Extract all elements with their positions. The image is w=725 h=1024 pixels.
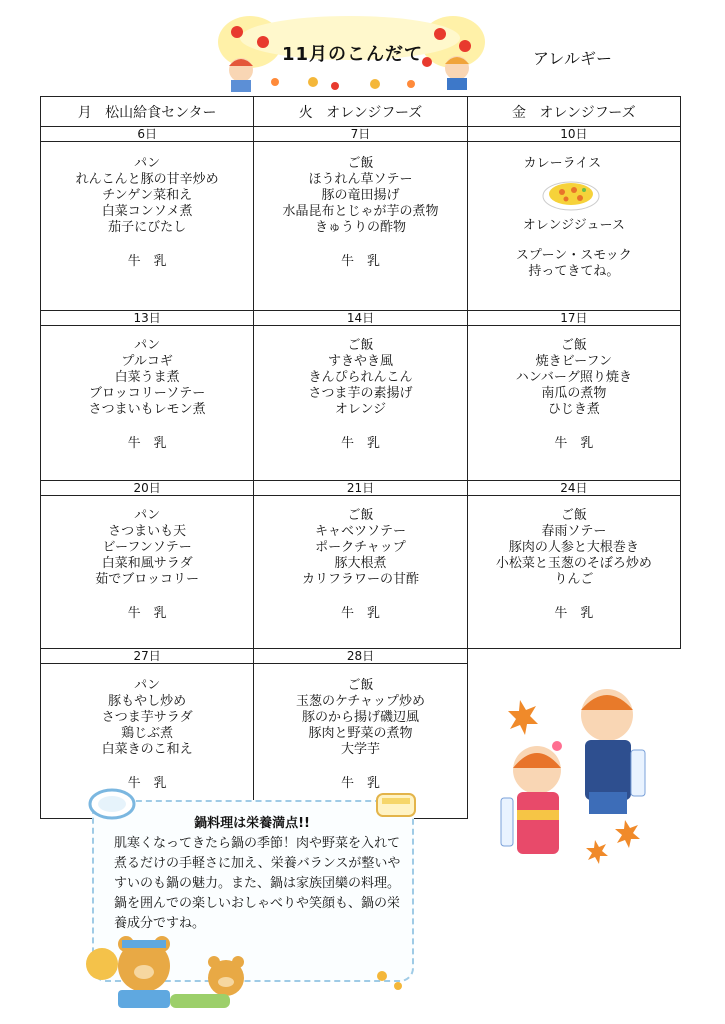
page-header: [0, 0, 725, 96]
dish: オレンジ: [334, 402, 387, 417]
dish: パン: [134, 678, 161, 693]
column-header-friday: 金 オレンジフーズ: [467, 97, 680, 127]
dish: りんご: [554, 572, 594, 587]
dish: パン: [134, 508, 161, 523]
date-cell: 13日: [41, 311, 254, 326]
milk-item: 牛 乳: [554, 606, 594, 621]
milk-item: 牛 乳: [554, 436, 594, 451]
dish: 白菜うま煮: [114, 370, 180, 385]
milk-item: 牛 乳: [340, 436, 380, 451]
menu-cell: [41, 496, 254, 649]
milk-item: 牛 乳: [127, 606, 167, 621]
dish: パン: [134, 156, 161, 171]
empty-cell: [467, 649, 680, 664]
date-cell: 24日: [467, 481, 680, 496]
dish: 焼きビーフン: [535, 354, 612, 369]
dish: 小松菜と玉葱のそぼろ炒め: [495, 556, 652, 571]
dish: さつまいも天: [108, 524, 187, 539]
milk-item: 牛 乳: [127, 776, 167, 791]
curry-plate-icon: [542, 176, 600, 212]
dish: ポークチャップ: [315, 540, 406, 555]
dish: 水晶昆布とじゃが芋の煮物: [282, 204, 439, 219]
dish: ブロッコリーソテー: [89, 386, 206, 401]
menu-cell: [254, 326, 467, 481]
nabe-column: [82, 786, 422, 1016]
dish: 大学芋: [340, 742, 380, 757]
menu-cell: [41, 142, 254, 311]
curry-rice-label: カレーライス: [523, 156, 602, 171]
dish: 白菜コンソメ煮: [101, 204, 193, 219]
dish: 豚もやし炒め: [108, 694, 187, 709]
dish: ご飯: [347, 338, 374, 353]
milk-item: 牛 乳: [127, 436, 167, 451]
dish: チンゲン菜和え: [102, 188, 193, 203]
bring-items-note-2: 持ってきてね。: [528, 264, 620, 279]
dish: 鶏じぶ煮: [121, 726, 174, 741]
date-cell: 6日: [41, 127, 254, 142]
column-header-monday: 月 松山給食センター: [41, 97, 254, 127]
allergy-label: アレルギー: [533, 49, 612, 68]
dish: 玉葱のケチャップ炒め: [295, 694, 426, 709]
dish: カリフラワーの甘酢: [301, 572, 419, 587]
milk-item: 牛 乳: [340, 254, 380, 269]
dish: すきやき風: [327, 354, 393, 369]
dish: ひじき煮: [547, 402, 600, 417]
date-cell: 27日: [41, 649, 254, 664]
note-body: 肌寒くなってきたら鍋の季節！肉や野菜を入れて煮るだけの手軽さに加え、栄養バランスが整いやすいのも鍋の魅力。また、鍋は家族団欒の料理。鍋を囲んでの楽しいおしゃべりや笑顔も、鍋の栄養成分ですね。: [114, 836, 401, 931]
dish: 豚大根煮: [334, 556, 387, 571]
dish: キャベツソテー: [314, 524, 406, 539]
milk-item: 牛 乳: [340, 776, 380, 791]
dish: ご飯: [560, 508, 587, 523]
date-cell: 20日: [41, 481, 254, 496]
kimono-children-illustration: [495, 680, 685, 880]
date-cell: 7日: [254, 127, 467, 142]
date-cell: 17日: [467, 311, 680, 326]
dish: 春雨ソテー: [541, 524, 607, 539]
dish: さつま芋の素揚げ: [308, 386, 413, 401]
dish: 豚肉と野菜の煮物: [308, 726, 413, 741]
dish: ご飯: [347, 156, 374, 171]
date-cell: 28日: [254, 649, 467, 664]
dish: ご飯: [347, 678, 374, 693]
juice-label: オレンジジュース: [522, 218, 625, 233]
dish: 白菜きのこ和え: [101, 742, 193, 757]
dish: 白菜和風サラダ: [101, 556, 193, 571]
dish: さつまいもレモン煮: [88, 402, 206, 417]
dish: ご飯: [560, 338, 587, 353]
bears-cooking-illustration: [82, 916, 422, 1016]
menu-cell: [467, 326, 680, 481]
milk-item: 牛 乳: [127, 254, 167, 269]
date-cell: 10日: [467, 127, 680, 142]
dish: きんぴられんこん: [308, 370, 413, 385]
date-cell: 21日: [254, 481, 467, 496]
dish: 南瓜の煮物: [541, 386, 607, 401]
dish: ご飯: [347, 508, 374, 523]
page-title: 11月のこんだて: [282, 44, 424, 65]
date-cell: 14日: [254, 311, 467, 326]
menu-cell: [254, 142, 467, 311]
dish: 豚の竜田揚げ: [321, 188, 400, 203]
dish: 豚肉の人参と大根巻き: [508, 540, 639, 555]
menu-cell: [41, 326, 254, 481]
dish: プルコギ: [121, 354, 173, 369]
dish: 茹でブロッコリー: [95, 572, 200, 587]
milk-item: 牛 乳: [340, 606, 380, 621]
dish: ビーフンソテー: [102, 540, 192, 555]
dish: 豚のから揚げ磯辺風: [301, 710, 419, 725]
dish: ほうれん草ソテー: [308, 172, 413, 187]
menu-cell: [254, 496, 467, 649]
column-header-tuesday: 火 オレンジフーズ: [254, 97, 467, 127]
bring-items-note: スプーン・スモック: [515, 248, 632, 263]
dish: パン: [134, 338, 161, 353]
menu-cell-curry-day: [467, 142, 680, 311]
dish: れんこんと豚の甘辛炒め: [75, 172, 219, 187]
menu-cell: [467, 496, 680, 649]
dish: 茄子にびたし: [108, 220, 187, 235]
dish: さつま芋サラダ: [101, 710, 193, 725]
dish: きゅうりの酢物: [314, 220, 406, 235]
dish: ハンバーグ照り焼き: [515, 370, 632, 385]
note-title: 鍋料理は栄養満点!!: [194, 816, 310, 831]
